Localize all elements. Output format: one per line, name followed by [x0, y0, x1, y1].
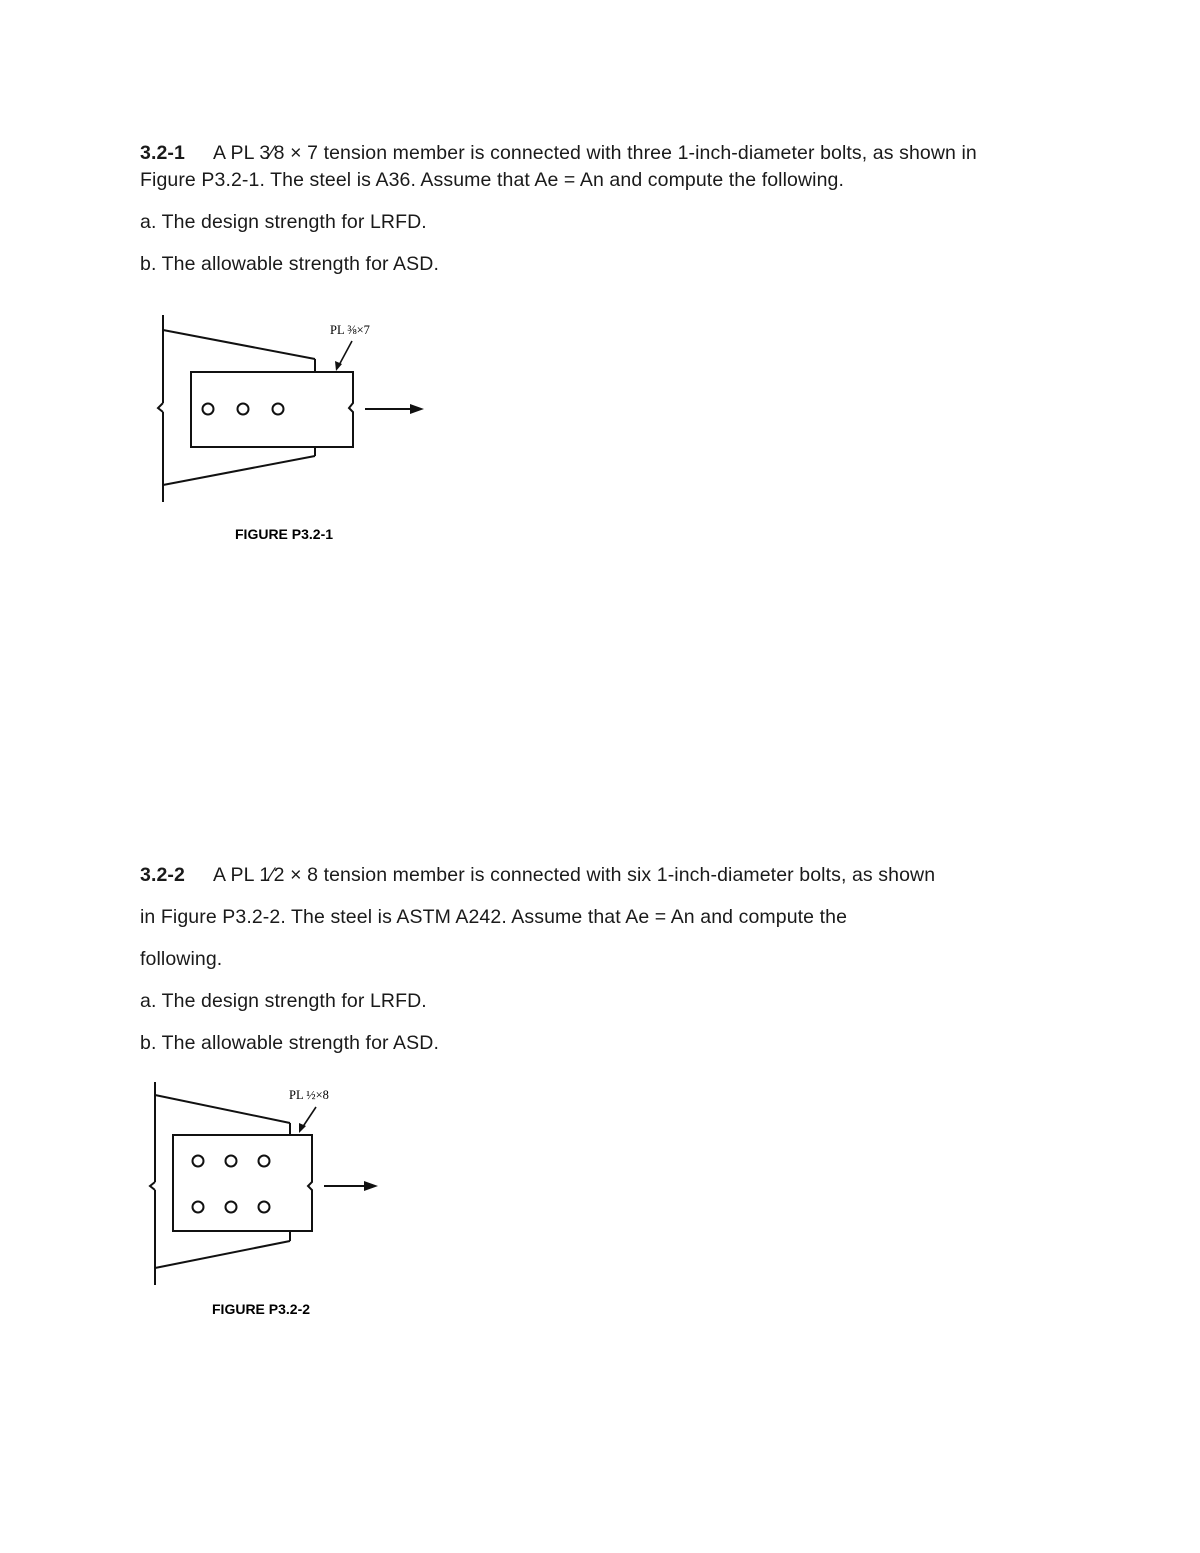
- problem-1-part-a: a. The design strength for LRFD.: [140, 211, 427, 233]
- problem-2-part-b: b. The allowable strength for ASD.: [140, 1032, 439, 1054]
- gusset-top-edge: [155, 1095, 290, 1123]
- problem-1-number: 3.2-1: [140, 142, 185, 164]
- plate-label: PL ½×8: [289, 1088, 329, 1102]
- figure-caption: FIGURE P3.2-2: [212, 1301, 311, 1317]
- problem-1-line2: Figure P3.2-1. The steel is A36. Assume that Ae = An and compute the following.: [140, 169, 845, 191]
- problem-2-number: 3.2-2: [140, 864, 185, 886]
- gusset-bottom-edge: [155, 1241, 290, 1268]
- figure-p3-2-1-drawing: [140, 305, 440, 555]
- figure-p3-2-2: [140, 1075, 400, 1325]
- problem-2-statement: [140, 862, 935, 889]
- plate-outline: [173, 1135, 312, 1231]
- problem-2-part-a: a. The design strength for LRFD.: [140, 990, 427, 1012]
- label-leader: [302, 1107, 316, 1128]
- figure-p3-2-1: [140, 305, 440, 555]
- gusset-bottom-edge: [163, 456, 315, 485]
- load-arrow-head: [364, 1181, 378, 1191]
- problem-2-line2: in Figure P3.2-2. The steel is ASTM A242. Assume that Ae = An and compute the: [140, 906, 848, 928]
- figure-p3-2-2-drawing: [140, 1075, 400, 1325]
- gusset-break-mark: [158, 403, 163, 412]
- problem-1-part-b: b. The allowable strength for ASD.: [140, 253, 439, 275]
- label-leader: [338, 341, 352, 367]
- problem-1-statement: [140, 140, 977, 194]
- problem-2-line3: following.: [140, 948, 223, 970]
- problem-1-line1: A PL 3⁄8 × 7 tension member is connected with three 1-inch-diameter bolts, as shown in: [212, 142, 977, 164]
- figure-caption: FIGURE P3.2-1: [235, 526, 334, 542]
- gusset-top-edge: [163, 330, 315, 359]
- plate-label: PL ⅜×7: [330, 323, 370, 337]
- gusset-break-mark: [150, 1182, 155, 1190]
- problem-2-line1: A PL 1⁄2 × 8 tension member is connected with six 1-inch-diameter bolts, as shown: [212, 864, 936, 886]
- load-arrow-head: [410, 404, 424, 414]
